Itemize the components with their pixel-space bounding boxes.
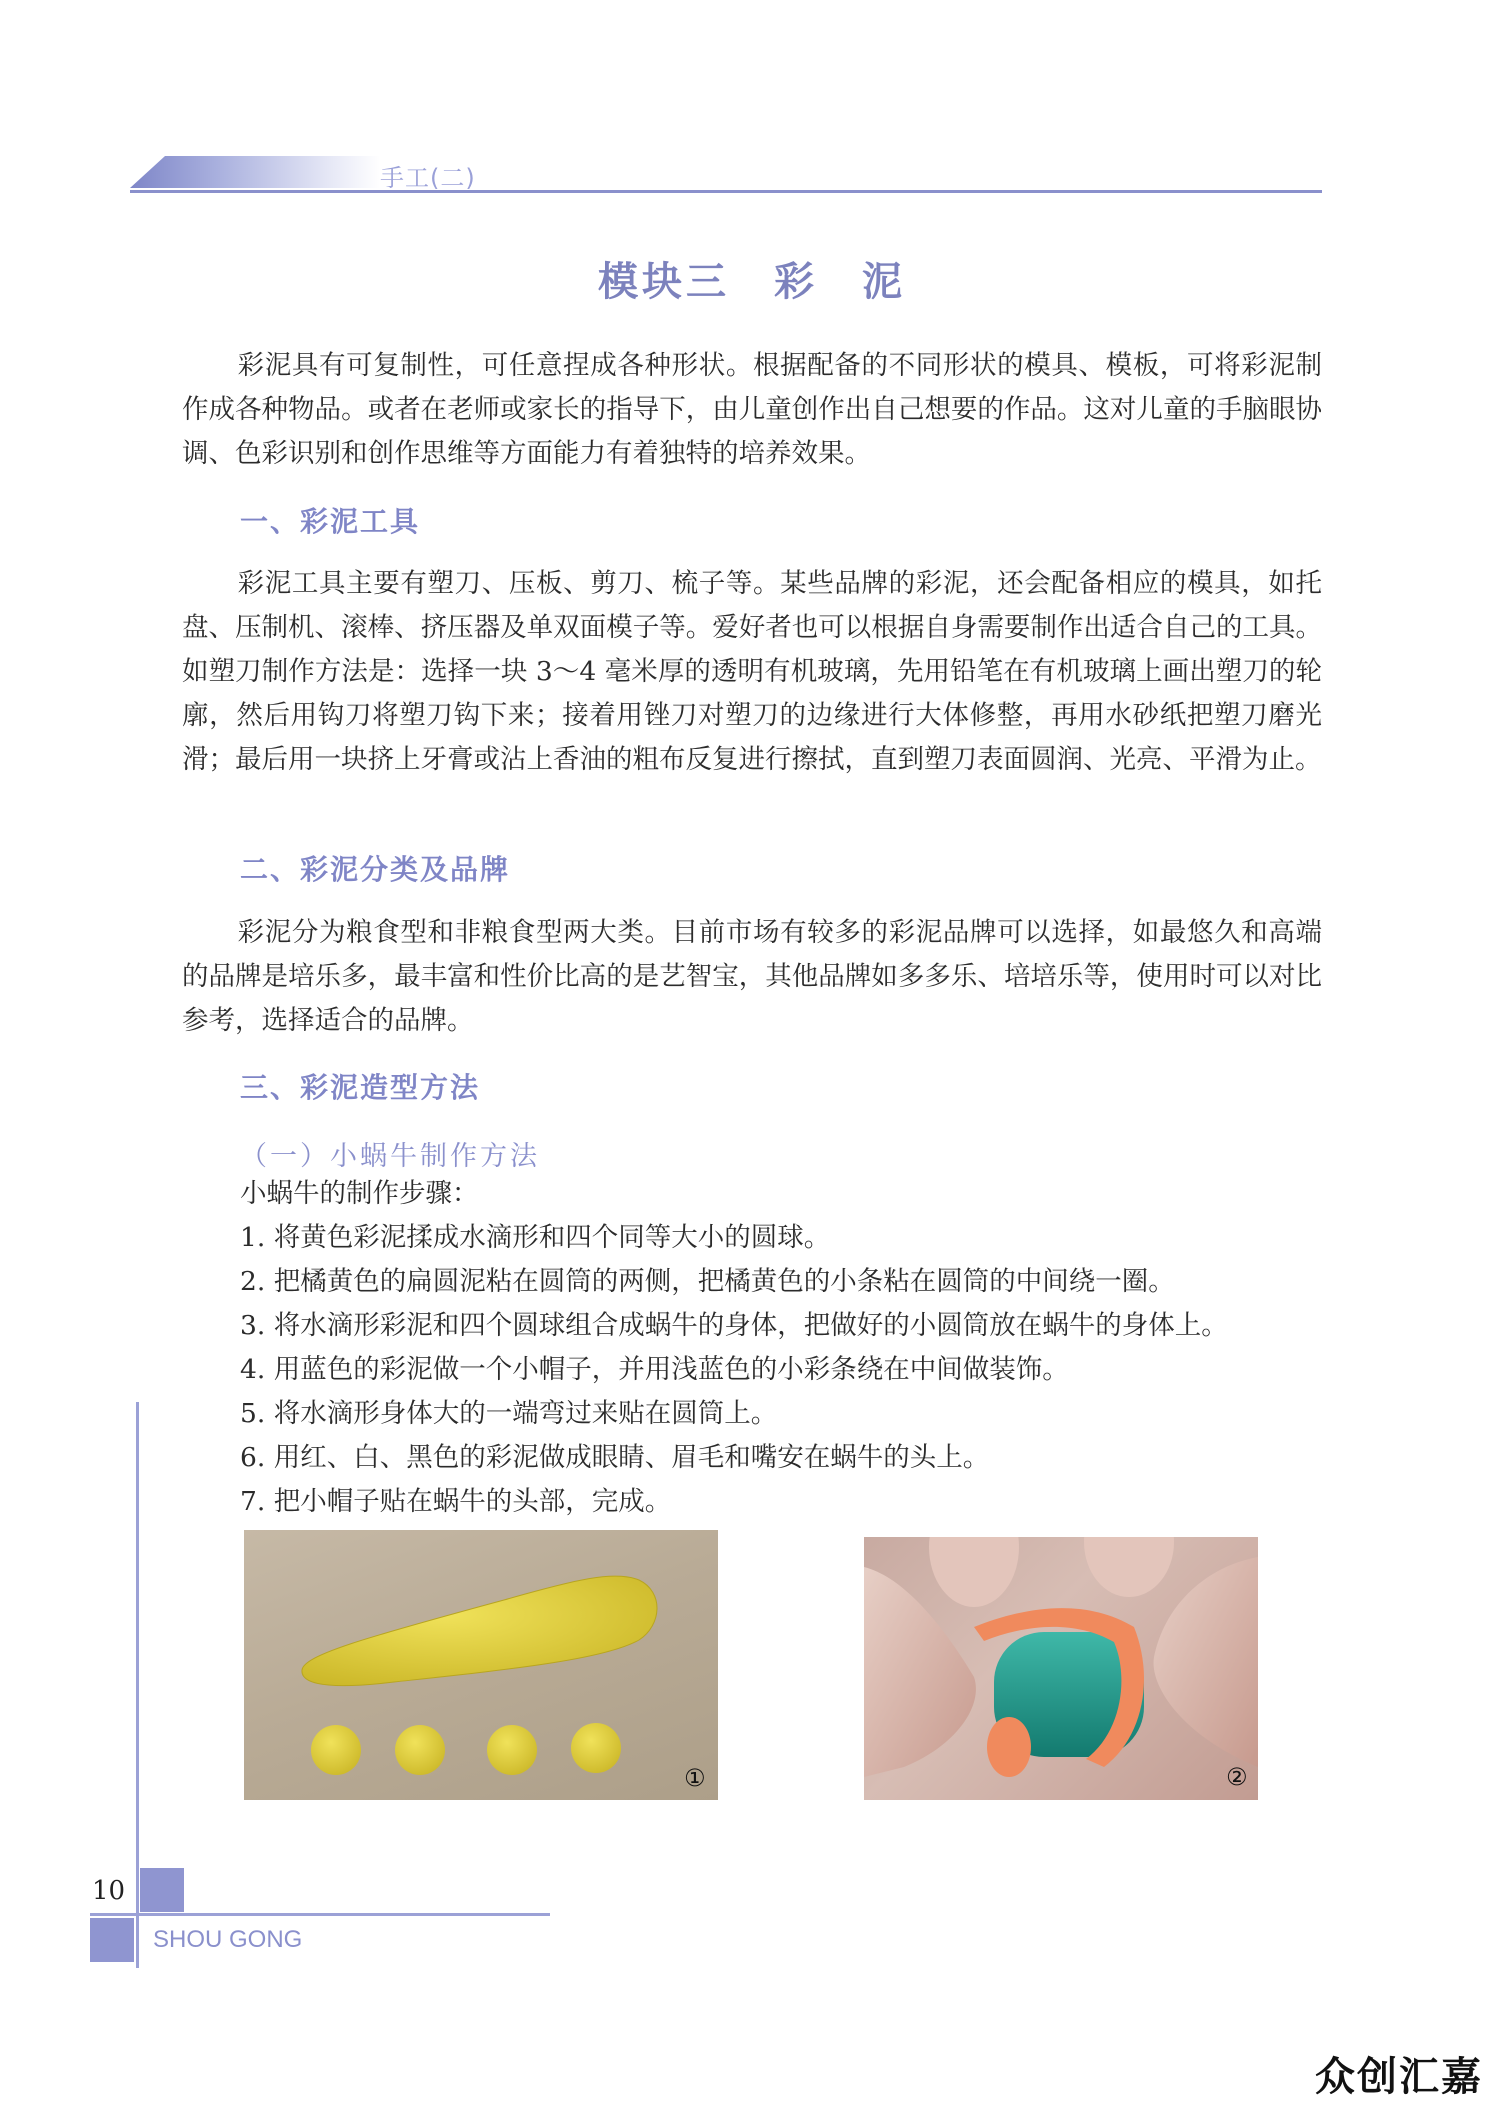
clay-ball: [311, 1725, 361, 1775]
brands-paragraph: [182, 911, 1322, 1043]
tools-text: 彩泥工具主要有塑刀、压板、剪刀、梳子等。某些品牌的彩泥，还会配备相应的模具，如托盘、压制机、滚棒、挤压器及单双面模子等。爱好者也可以根据自身需要制作出适合自己的工具。如塑刀制作方法是：选择一块 3～4 毫米厚的透明有机玻璃，先用铅笔在有机玻璃上画出塑刀的轮廓，然后用钩刀将塑刀钩下来；接着用锉刀对塑刀的边缘进行大体修整，再用水砂纸把塑刀磨光滑；最后用一块挤上牙膏或沾上香油的粗布反复进行擦拭，直到塑刀表面圆润、光亮、平滑为止。: [182, 568, 1322, 775]
page-number: 10: [92, 1876, 126, 1906]
running-header: 手工(二): [380, 164, 476, 192]
clay-ball: [487, 1725, 537, 1775]
subsection-heading-snail: （一）小蜗牛制作方法: [240, 1141, 540, 1172]
watermark: 众创汇嘉: [1315, 2054, 1483, 2100]
right-hand: [1154, 1557, 1258, 1767]
step-item: 3. 将水滴形彩泥和四个圆球组合成蜗牛的身体，把做好的小圆筒放在蜗牛的身体上。: [240, 1310, 1228, 1341]
figure-marker: ①: [684, 1764, 706, 1792]
photo-cylinder-wrap: [864, 1537, 1258, 1800]
clay-ball: [395, 1725, 445, 1775]
teardrop-clay: [302, 1576, 657, 1686]
step-item: 4. 用蓝色的彩泥做一个小帽子，并用浅蓝色的小彩条绕在中间做装饰。: [240, 1354, 1069, 1385]
clay-shapes-illustration: [244, 1530, 718, 1800]
section-heading-methods: 三、彩泥造型方法: [240, 1071, 481, 1104]
step-item: 2. 把橘黄色的扁圆泥粘在圆筒的两侧，把橘黄色的小条粘在圆筒的中间绕一圈。: [240, 1266, 1175, 1297]
left-thumb: [929, 1537, 1019, 1607]
photo-clay-shapes: [244, 1530, 718, 1800]
steps-lead: 小蜗牛的制作步骤：: [240, 1178, 479, 1209]
section-heading-brands: 二、彩泥分类及品牌: [240, 853, 511, 886]
footer-vertical-rule: [136, 1402, 139, 1968]
step-item: 7. 把小帽子贴在蜗牛的头部，完成。: [240, 1486, 672, 1517]
section-heading-tools: 一、彩泥工具: [240, 505, 421, 538]
tools-paragraph: [182, 562, 1322, 782]
clay-ball: [571, 1723, 621, 1773]
footer-square: [90, 1918, 134, 1962]
orange-disc: [987, 1717, 1031, 1777]
footer-rule: [90, 1913, 550, 1916]
step-item: 1. 将黄色彩泥揉成水滴形和四个同等大小的圆球。: [240, 1222, 831, 1253]
page-title: 模块三 彩 泥: [598, 258, 906, 305]
footer-square: [140, 1868, 184, 1912]
header-rule: [130, 190, 1322, 193]
running-footer: SHOU GONG: [153, 1926, 303, 1953]
right-thumb: [1084, 1537, 1174, 1597]
step-item: 6. 用红、白、黑色的彩泥做成眼睛、眉毛和嘴安在蜗牛的头上。: [240, 1442, 990, 1473]
header-band: [130, 156, 380, 188]
intro-paragraph: [182, 344, 1322, 476]
intro-text: 彩泥具有可复制性，可任意捏成各种形状。根据配备的不同形状的模具、模板，可将彩泥制作成各种物品。或者在老师或家长的指导下，由儿童创作出自己想要的作品。这对儿童的手脑眼协调、色彩识别和创作思维等方面能力有着独特的培养效果。: [182, 350, 1322, 469]
figure-marker: ②: [1226, 1763, 1248, 1791]
cylinder-wrap-illustration: [864, 1537, 1258, 1800]
brands-text: 彩泥分为粮食型和非粮食型两大类。目前市场有较多的彩泥品牌可以选择，如最悠久和高端的品牌是培乐多，最丰富和性价比高的是艺智宝，其他品牌如多多乐、培培乐等，使用时可以对比参考，选择适合的品牌。: [182, 917, 1322, 1036]
step-item: 5. 将水滴形身体大的一端弯过来贴在圆筒上。: [240, 1398, 778, 1429]
